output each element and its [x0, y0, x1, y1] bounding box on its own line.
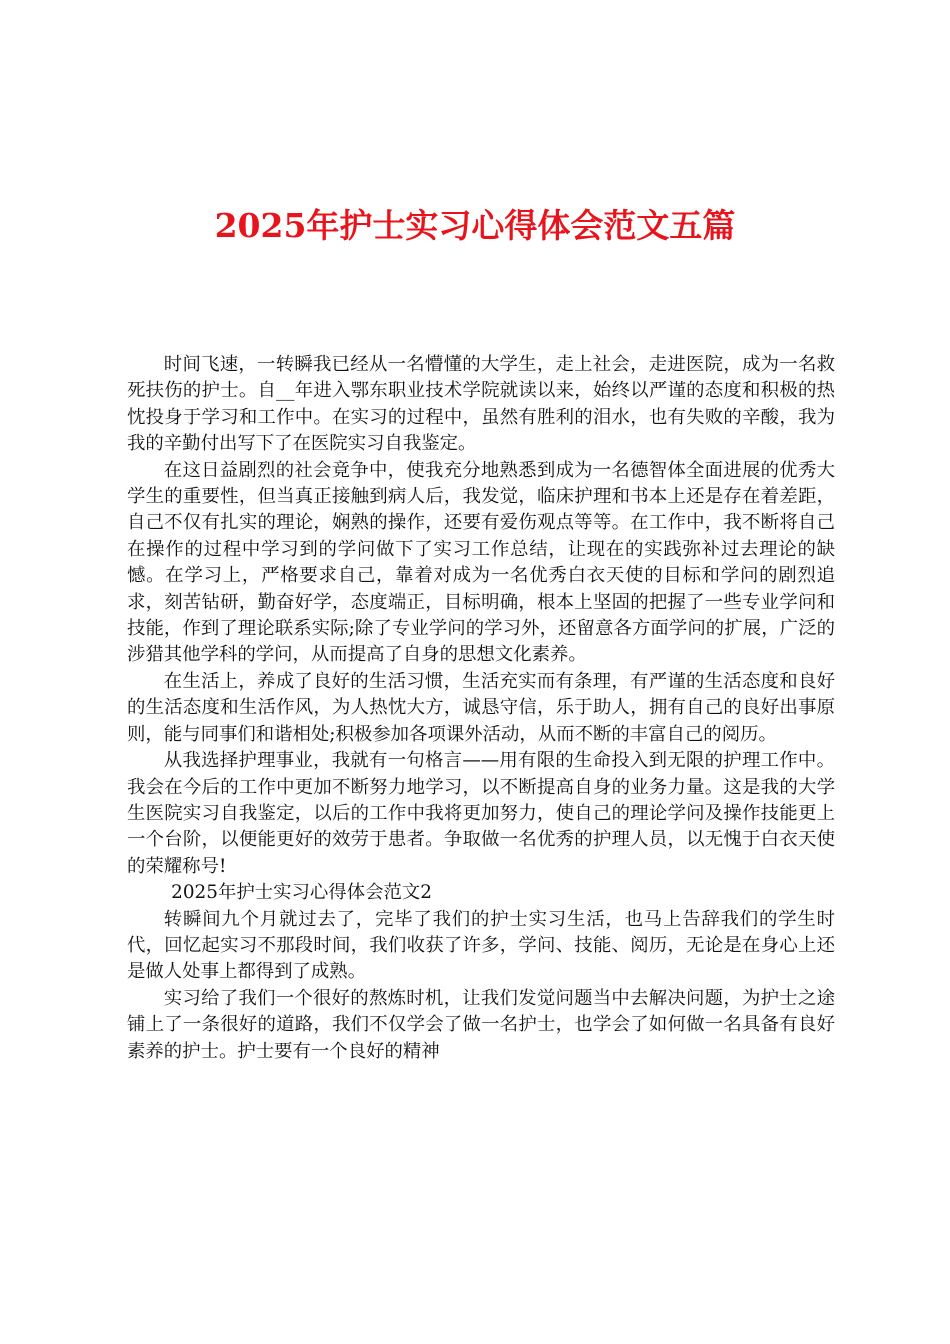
- paragraph: 在生活上，养成了良好的生活习惯，生活充实而有条理，有严谨的生活态度和良好的生活态度和生活作风，为人热忱大方，诚恳守信，乐于助人，拥有自己的良好出事原则，能与同事们和谐相处;积极参加各项课外活动，从而不断的丰富自己的阅历。: [127, 670, 835, 745]
- paragraph: 转瞬间九个月就过去了，完毕了我们的护士实习生活，也马上告辞我们的学生时代，回忆起实习不那段时间，我们收获了许多，学问、技能、阅历，无论是在身心上还是做人处事上都得到了成熟。: [127, 908, 835, 983]
- paragraph: 在这日益剧烈的社会竟争中，使我充分地熟悉到成为一名德智体全面进展的优秀大学生的重要性，但当真正接触到病人后，我发觉，临床护理和书本上还是存在着差距，自己不仅有扎实的理论，娴熟的操作，还要有爱伤观点等等。在工作中，我不断将自己在操作的过程中学习到的学问做下了实习工作总结，让现在的实践弥补过去理论的缺憾。在学习上，严格要求自己，靠着对成为一名优秀白衣天使的目标和学问的剧烈追求，刻苦钻研，勤奋好学，态度端正，目标明确，根本上坚固的把握了一些专业学问和技能，作到了理论联系实际;除了专业学问的学习外，还留意各方面学问的扩展，广泛的涉猎其他学科的学问，从而提高了自身的思想文化素养。: [127, 459, 835, 666]
- paragraph: 时间飞速，一转瞬我已经从一名懵懂的大学生，走上社会，走进医院，成为一名救死扶伤的护士。自__年进入鄂东职业技术学院就读以来，始终以严谨的态度和积极的热忱投身于学习和工作中。在实习的过程中，虽然有胜利的泪水，也有失败的辛酸，我为我的辛勤付出写下了在医院实习自我鉴定。: [127, 354, 835, 455]
- document-body: [127, 352, 835, 1065]
- document-title: 2025年护士实习心得体会范文五篇: [214, 206, 736, 245]
- paragraph: 实习给了我们一个很好的熬炼时机，让我们发觉问题当中去解决问题，为护士之途铺上了一条很好的道路，我们不仅学会了做一名护士，也学会了如何做一名具备有良好素养的护士。护士要有一个良好的精神: [127, 987, 835, 1062]
- paragraph: 从我选择护理事业，我就有一句格言——用有限的生命投入到无限的护理工作中。我会在今后的工作中更加不断努力地学习，以不断提高自身的业务力量。这是我的大学生医院实习自我鉴定，以后的工作中我将更加努力，使自己的理论学问及操作技能更上一个台阶，以便能更好的效劳于患者。争取做一名优秀的护理人员，以无愧于白衣天使的荣耀称号!: [127, 750, 835, 877]
- section-heading: 2025年护士实习心得体会范文2: [171, 882, 432, 904]
